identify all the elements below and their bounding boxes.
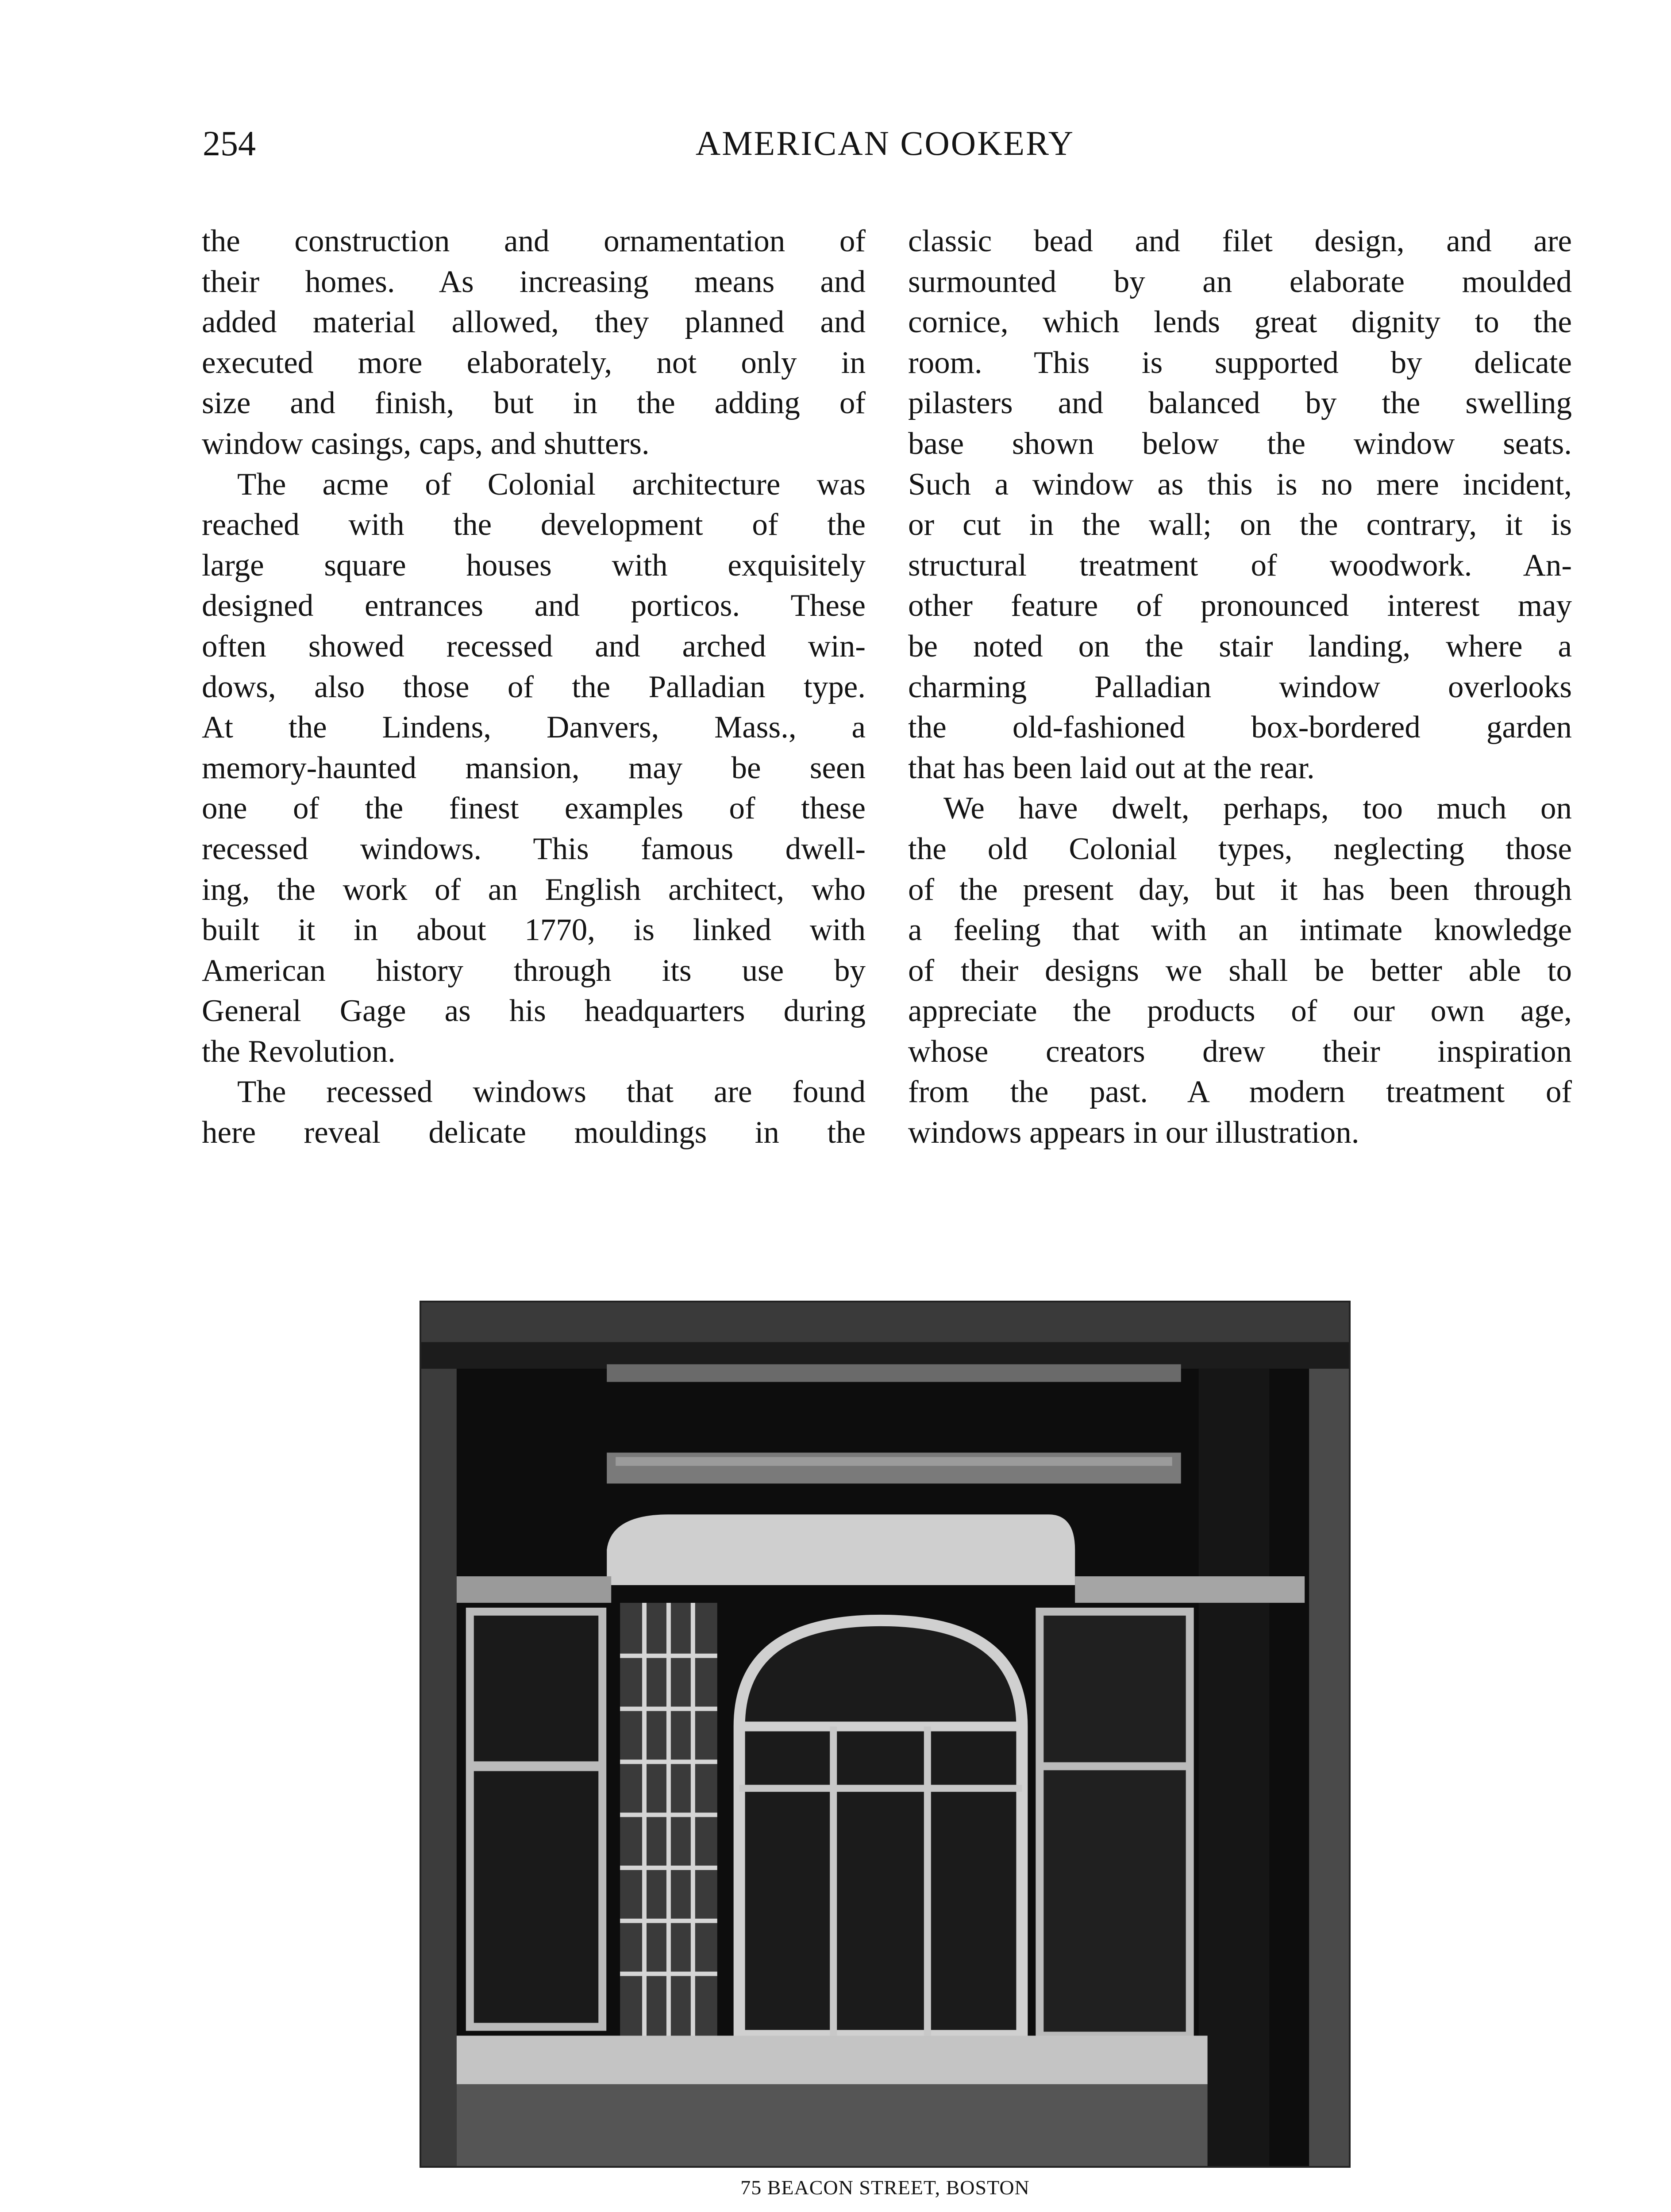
text-line: whose creators drew their inspiration [908,1034,1572,1069]
text-line: large square houses with exquisitely [202,548,866,583]
bay-window-photograph [420,1301,1351,2168]
text-line: pilasters and balanced by the swelling [908,386,1572,421]
text-line: one of the finest examples of these [202,791,866,826]
text-column-right [908,221,1572,1153]
text-line: their homes. As increasing means and [202,264,866,299]
text-line: windows appears in our illustration. [908,1115,1359,1150]
text-line: size and finish, but in the adding of [202,386,866,421]
text-line: memory-haunted mansion, may be seen [202,750,866,785]
text-line: that has been laid out at the rear. [908,750,1315,785]
text-line: window casings, caps, and shutters. [202,426,650,461]
text-line: recessed windows. This famous dwell- [202,831,866,866]
text-line: structural treatment of woodwork. An- [908,548,1572,583]
text-line: often showed recessed and arched win- [202,629,866,664]
text-line: the old Colonial types, neglecting those [908,831,1572,866]
text-column-left [202,221,866,1153]
text-line: base shown below the window seats. [908,426,1572,461]
text-line: At the Lindens, Danvers, Mass., a [202,710,866,745]
text-line: other feature of pronounced interest may [908,588,1572,623]
text-line: charming Palladian window overlooks [908,669,1572,704]
text-line: classic bead and filet design, and are [908,224,1572,258]
text-line: cornice, which lends great dignity to the [908,305,1572,340]
text-line: designed entrances and porticos. These [202,588,866,623]
page-number: 254 [203,124,256,163]
text-line: reached with the development of the [202,507,866,542]
text-line: ing, the work of an English architect, who [202,872,866,907]
text-line: room. This is supported by delicate [908,345,1572,380]
text-line: appreciate the products of our own age, [908,994,1572,1029]
text-line: the Revolution. [202,1034,396,1069]
text-line: of their designs we shall be better able to [908,953,1572,988]
text-line: be noted on the stair landing, where a [908,629,1572,664]
text-line: built it in about 1770, is linked with [202,913,866,948]
text-line: The acme of Colonial architecture was [237,467,866,502]
figure-caption: 75 BEACON STREET, BOSTON [740,2176,1030,2199]
text-line: a feeling that with an intimate knowledge [908,913,1572,948]
text-line: dows, also those of the Palladian type. [202,669,866,704]
text-line: added material allowed, they planned and [202,305,866,340]
text-line: The recessed windows that are found [237,1075,866,1110]
text-line: of the present day, but it has been through [908,872,1572,907]
text-line: surmounted by an elaborate moulded [908,264,1572,299]
text-line: the construction and ornamentation of [202,224,866,258]
text-line: General Gage as his headquarters during [202,994,866,1029]
text-line: from the past. A modern treatment of [908,1075,1572,1110]
running-title: AMERICAN COOKERY [695,124,1075,162]
text-line: the old-fashioned box-bordered garden [908,710,1572,745]
text-line: American history through its use by [202,953,866,988]
text-line: or cut in the wall; on the contrary, it is [908,507,1572,542]
text-line: We have dwelt, perhaps, too much on [943,791,1572,826]
text-line: here reveal delicate mouldings in the [202,1115,866,1150]
text-line: executed more elaborately, not only in [202,345,866,380]
text-line: Such a window as this is no mere incident, [908,467,1572,502]
